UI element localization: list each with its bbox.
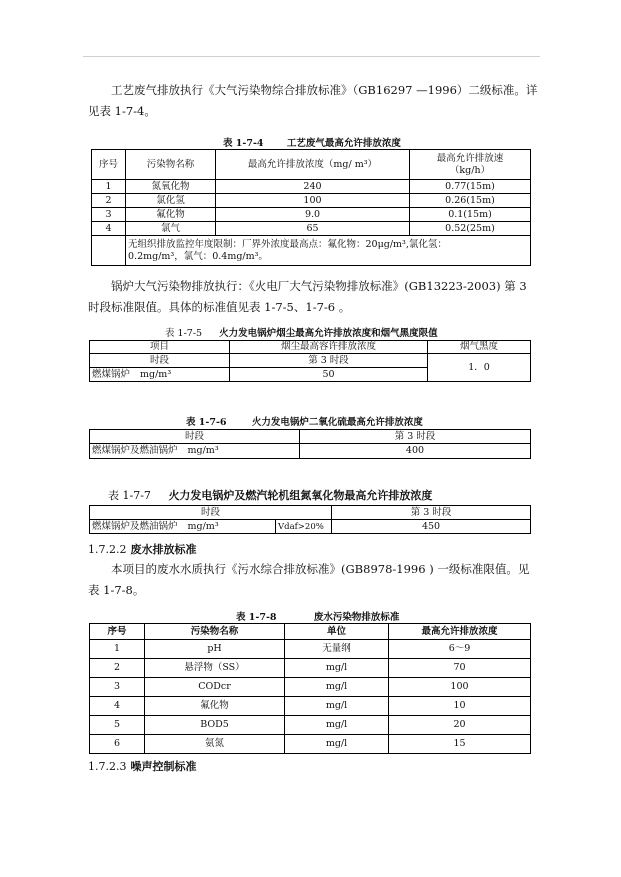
table-number: 表 1-7-4 — [223, 138, 264, 149]
table-1-7-8-caption — [236, 609, 399, 623]
cell-concentration: 100 — [216, 194, 410, 208]
cell-boiler — [90, 444, 300, 459]
cell-unit: mg/l — [285, 697, 389, 716]
boiler-type: 燃煤锅炉 — [92, 368, 131, 380]
table-row — [90, 640, 531, 659]
table-row — [90, 659, 531, 678]
table-note-row — [92, 236, 531, 266]
table-1-7-6 — [89, 429, 531, 459]
cell-no: 1 — [92, 180, 126, 194]
col-header-limit: 最高允许排放浓度 — [389, 624, 531, 640]
cell-period-label: 时段 — [90, 506, 332, 520]
table-1-7-4 — [91, 149, 531, 266]
cell-no: 1 — [90, 640, 145, 659]
section-heading-noise — [88, 758, 196, 774]
cell-unit: mg/l — [285, 716, 389, 735]
cell-no: 4 — [90, 697, 145, 716]
cell-rate: 0.77(15m) — [410, 180, 531, 194]
cell-concentration: 240 — [216, 180, 410, 194]
section-number: 1.7.2.2 — [88, 543, 127, 556]
cell-pollutant: pH — [145, 640, 285, 659]
table-header-row — [90, 341, 531, 354]
cell-boiler — [90, 368, 230, 382]
cell-boiler — [90, 520, 276, 534]
table-row — [90, 430, 531, 444]
table-title: 火力发电锅炉烟尘最高允许排放浓度和烟气黑度限值 — [219, 328, 438, 339]
paragraph-wastewater: 本项目的废水水质执行《污水综合排放标准》(GB8978-1996 ) 一级标准限值。见表 1-7-8。 — [88, 562, 530, 597]
table-row — [90, 735, 531, 754]
cell-note — [126, 236, 531, 266]
cell-dust-value: 50 — [230, 368, 428, 382]
cell-condition: Vdaf>20% — [276, 520, 332, 534]
cell-limit: 10 — [389, 697, 531, 716]
boiler-type: 燃煤锅炉及燃油锅炉 — [92, 445, 178, 456]
cell-pollutant: 氟化物 — [145, 697, 285, 716]
cell-rate: 0.1(15m) — [410, 208, 531, 222]
table-1-7-4-caption — [223, 135, 401, 149]
cell-pollutant: CODcr — [145, 678, 285, 697]
section-title: 噪声控制标准 — [130, 760, 197, 773]
table-row — [92, 222, 531, 236]
table-row — [90, 354, 531, 368]
table-title: 火力发电锅炉二氧化硫最高允许排放浓度 — [251, 417, 423, 428]
cell-so2-value: 400 — [300, 444, 531, 459]
cell-period-value: 第 3 时段 — [230, 354, 428, 368]
col-header-unit: 单位 — [285, 624, 389, 640]
cell-blackness-value: 1．0 — [428, 354, 531, 382]
unit-label: mg/m³ — [187, 520, 219, 532]
cell-no: 3 — [92, 208, 126, 222]
table-row — [90, 716, 531, 735]
cell-nox-value: 450 — [332, 520, 531, 534]
table-1-7-7 — [89, 505, 531, 534]
section-number: 1.7.2.3 — [88, 760, 127, 773]
cell-pollutant: 悬浮物（SS） — [145, 659, 285, 678]
cell-unit: mg/l — [285, 735, 389, 754]
col-header-concentration: 最高允许排放浓度（mg/ m³） — [216, 150, 410, 180]
cell-rate: 0.26(15m) — [410, 194, 531, 208]
cell-no: 2 — [92, 194, 126, 208]
cell-period-value: 第 3 时段 — [332, 506, 531, 520]
table-row — [90, 520, 531, 534]
col-header-item: 项目 — [90, 341, 230, 354]
cell-period-value: 第 3 时段 — [300, 430, 531, 444]
cell-empty — [92, 236, 126, 266]
cell-limit: 15 — [389, 735, 531, 754]
cell-limit: 100 — [389, 678, 531, 697]
table-1-7-8 — [89, 623, 531, 754]
table-number: 表 1-7-5 — [165, 328, 203, 339]
table-header-row — [92, 150, 531, 180]
cell-limit: 6～9 — [389, 640, 531, 659]
table-row — [90, 678, 531, 697]
table-number: 表 1-7-8 — [236, 612, 277, 623]
table-row — [92, 208, 531, 222]
paragraph-exhaust-gas: 工艺废气排放执行《大气污染物综合排放标准》（GB16297 —1996）二级标准。详见表 1-7-4。 — [88, 83, 538, 118]
table-1-7-7-caption — [108, 487, 432, 503]
cell-period-label: 时段 — [90, 354, 230, 368]
col-header-dust: 烟尘最高容许排放浓度 — [230, 341, 428, 354]
unit-label: mg/m³ — [140, 368, 172, 380]
col-header-no: 序号 — [92, 150, 126, 180]
table-1-7-5-caption — [165, 325, 438, 339]
cell-concentration: 65 — [216, 222, 410, 236]
col-header-blackness: 烟气黑度 — [428, 341, 531, 354]
cell-pollutant: BOD5 — [145, 716, 285, 735]
cell-concentration: 9.0 — [216, 208, 410, 222]
table-title: 废水污染物排放标准 — [313, 612, 400, 623]
cell-limit: 20 — [389, 716, 531, 735]
unit-label: mg/m³ — [187, 445, 219, 456]
col-header-rate — [410, 150, 531, 180]
table-row — [92, 194, 531, 208]
note-line2: 0.2mg/m³，氯气：0.4mg/m³。 — [128, 250, 268, 262]
col-header-pollutant: 污染物名称 — [145, 624, 285, 640]
table-row — [92, 180, 531, 194]
cell-unit: 无量纲 — [285, 640, 389, 659]
cell-rate: 0.52(25m) — [410, 222, 531, 236]
table-title: 工艺废气最高允许排放浓度 — [286, 138, 401, 149]
section-heading-wastewater — [88, 541, 196, 557]
cell-period-label: 时段 — [90, 430, 300, 444]
rate-header-line2: （kg/h） — [449, 164, 491, 176]
cell-pollutant: 氯化氢 — [126, 194, 216, 208]
table-row — [90, 697, 531, 716]
cell-unit: mg/l — [285, 659, 389, 678]
cell-no: 2 — [90, 659, 145, 678]
boiler-type: 燃煤锅炉及燃油锅炉 — [92, 520, 178, 532]
cell-pollutant: 氮氧化物 — [126, 180, 216, 194]
paragraph-boiler-gas: 锅炉大气污染物排放执行：《火电厂大气污染物排放标准》(GB13223-2003) 第 3 时段标准限值。具体的标准值见表 1-7-5、1-7-6 。 — [88, 279, 527, 314]
cell-unit: mg/l — [285, 678, 389, 697]
cell-no: 6 — [90, 735, 145, 754]
section-title: 废水排放标准 — [130, 543, 197, 556]
col-header-no: 序号 — [90, 624, 145, 640]
rate-header-line1: 最高允许排放速 — [436, 152, 504, 164]
table-row — [90, 444, 531, 459]
cell-no: 5 — [90, 716, 145, 735]
table-1-7-5 — [89, 340, 531, 382]
cell-limit: 70 — [389, 659, 531, 678]
table-header-row — [90, 624, 531, 640]
cell-pollutant: 氯气 — [126, 222, 216, 236]
note-line1: 无组织排放监控年度限制：厂界外浓度最高点：氟化物：20μg/m³,氯化氢： — [128, 238, 447, 250]
col-header-pollutant: 污染物名称 — [126, 150, 216, 180]
cell-no: 4 — [92, 222, 126, 236]
table-title: 火力发电锅炉及燃汽轮机组氮氧化物最高允许排放浓度 — [168, 489, 433, 502]
table-number: 表 1-7-6 — [186, 417, 227, 428]
cell-no: 3 — [90, 678, 145, 697]
header-rule — [83, 56, 540, 57]
table-1-7-6-caption — [186, 414, 423, 428]
cell-pollutant: 氟化物 — [126, 208, 216, 222]
table-number: 表 1-7-7 — [108, 489, 151, 502]
cell-pollutant: 氨氮 — [145, 735, 285, 754]
table-row — [90, 506, 531, 520]
